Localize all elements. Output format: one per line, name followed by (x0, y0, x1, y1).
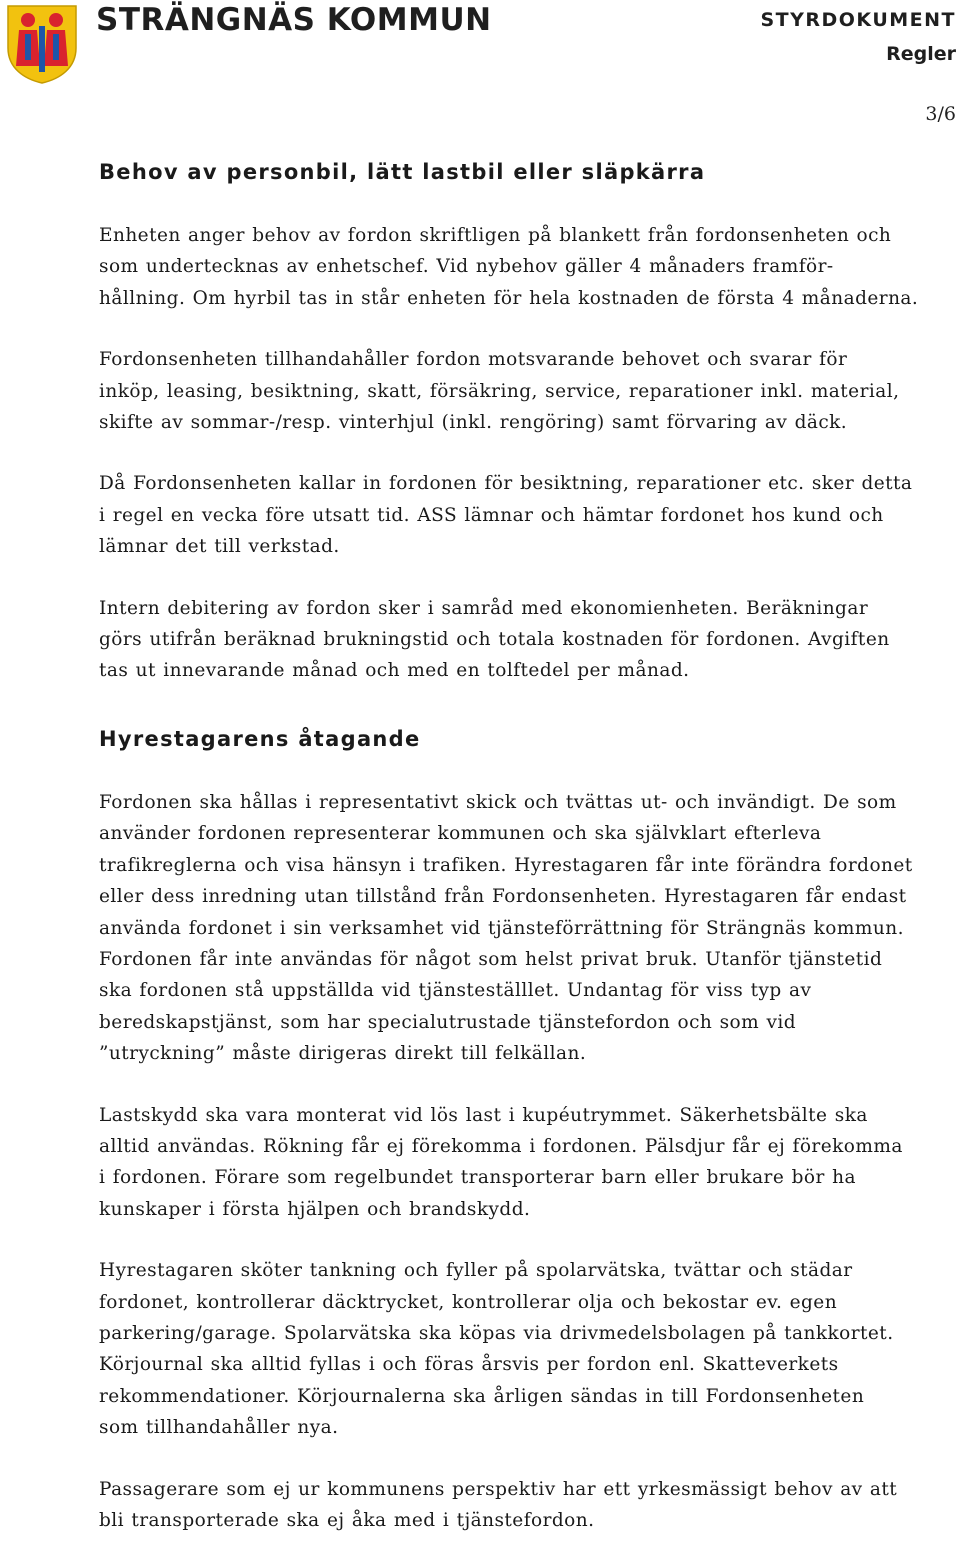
document-body (99, 160, 959, 1566)
page-number: 3/6 (925, 103, 956, 125)
paragraph: Passagerare som ej ur kommunens perspektiv har ett yrkesmässigt behov av att bli transporterade ska ej åka med i tjänstefordon. (99, 1478, 898, 1531)
paragraph: Enheten anger behov av fordon skriftligen på blankett från fordonsenheten och som undertecknas av enhetschef. Vid nybehov gäller 4 månaders framför- hållning. Om hyrbil tas in står enheten för hela kostnaden de första 4 månaderna. (99, 225, 919, 309)
section-heading-tenant-obligations: Hyrestagarens åtagande (99, 726, 421, 751)
document-subtype: Regler (886, 43, 956, 65)
coat-of-arms-logo (6, 4, 78, 84)
page-header (0, 0, 960, 125)
paragraph: Lastskydd ska vara monterat vid lös last i kupéutrymmet. Säkerhetsbälte ska alltid användas. Rökning får ej förekomma i fordonen. Pälsdjur får ej förekomma i fordonen. Förare som regelbundet transporterar barn eller brukare bör ha kunskaper i första hjälpen och brandskydd. (99, 1104, 903, 1220)
paragraph: Fordonsenheten tillhandahåller fordon motsvarande behovet och svarar för inköp, leasing, besiktning, skatt, försäkring, service, reparationer inkl. material, skifte av sommar-/resp. vinterhjul (inkl. rengöring) samt förvaring av däck. (99, 349, 900, 434)
section-heading-vehicle-needs: Behov av personbil, lätt lastbil eller släpkärra (99, 160, 706, 184)
paragraph: Fordonen ska hållas i representativt skick och tvättas ut- och invändigt. De som använder fordonen representerar kommunen och ska självklart efterleva trafikreglerna och visa hänsyn i trafiken. Hyrestagaren får inte förändra fordonet eller dess inredning utan tillstånd från Fordonsenheten. Hyrestagaren får endast använda fordonet i sin verksamhet vid tjänsteförrättning för Strängnäs kommun. Fordonen får inte användas för något som helst privat bruk. Utanför tjänstetid ska fordonen stå uppställda vid tjänsteställlet. Undantag för viss typ av beredskapstjänst, som har specialutrustade tjänstefordon och som vid ”utryckning” måste dirigeras direkt till felkällan. (99, 791, 913, 1065)
paragraph: Då Fordonsenheten kallar in fordonen för besiktning, reparationer etc. sker detta i regel en vecka före utsatt tid. ASS lämnar och hämtar fordonet hos kund och lämnar det till verkstad. (99, 473, 913, 558)
organization-name: STRÄNGNÄS KOMMUN (96, 2, 492, 38)
document-type: STYRDOKUMENT (760, 9, 956, 31)
paragraph: Intern debitering av fordon sker i samråd med ekonomienheten. Beräkningar görs utifrån beräknad brukningstid och totala kostnaden för fordonen. Avgiften tas ut innevarande månad och med en tolftedel per månad. (99, 597, 890, 682)
paragraph: Hyrestagaren sköter tankning och fyller på spolarvätska, tvättar och städar fordonet, kontrollerar däcktrycket, kontrollerar olja och bekostar ev. egen parkering/garage. Spolarvätska ska köpas via drivmedelsbolagen på tankkortet. Körjournal ska alltid fyllas i och föras årsvis per fordon enl. Skatteverkets rekommendationer. Körjournalerna ska årligen sändas in till Fordonsenheten som tillhandahåller nya. (99, 1260, 894, 1439)
